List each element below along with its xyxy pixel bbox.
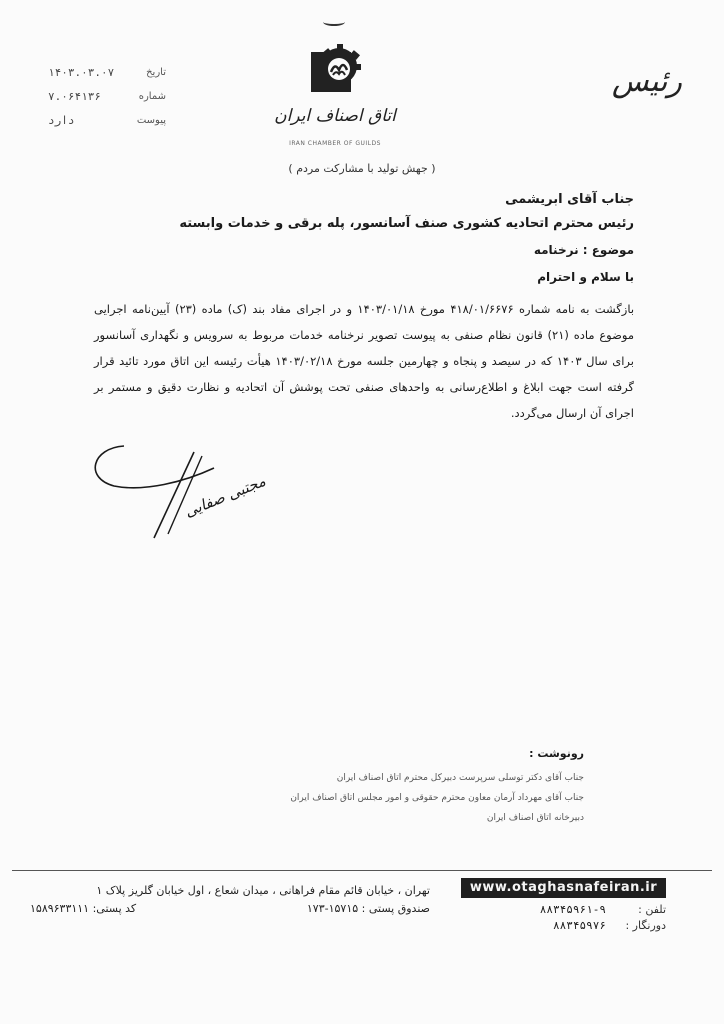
phone-row (446, 902, 666, 918)
meta-attachment (48, 108, 166, 132)
cc-item: دبیرخانه اتاق اصناف ایران (486, 813, 584, 823)
meta-number-label: شماره (138, 90, 166, 102)
postal-code: کد پستی: ۱۵۸۹۶۳۳۱۱۱ (30, 902, 137, 915)
website-link[interactable]: www.otaghasnafeiran.ir (461, 878, 666, 898)
meta-date (48, 60, 166, 84)
meta-attachment-label: پیوست (136, 114, 166, 126)
cc-item: جناب آقای دکتر توسلی سرپرست دبیرکل محترم اتاق اصناف ایران (336, 773, 584, 783)
footer-phones (446, 902, 666, 934)
greeting: با سلام و احترام (537, 270, 634, 284)
cc-item: جناب آقای مهرداد آرمان معاون محترم حقوقی و امور مجلس اتاق اصناف ایران (290, 793, 584, 803)
recipient-title: رئیس محترم اتحادیه کشوری صنف آسانسور، پله برقی و خدمات وابسته (179, 216, 634, 231)
signature-name: مجتبی صفایی (182, 471, 269, 521)
fax-number: ۸۸۳۴۵۹۷۶ (553, 919, 606, 932)
logo-crest-icon (323, 18, 345, 26)
gear-emblem-icon (309, 42, 361, 94)
logo-text-fa: اتاق اصناف ایران (274, 106, 396, 126)
chamber-logo (265, 18, 405, 147)
fax-label: دورنگار : (625, 919, 666, 932)
meta-number-value: ۷.۰۶۴۱۳۶ (48, 89, 101, 103)
address-line: تهران ، خیابان قائم مقام فراهانی ، میدان شعاع ، اول خیابان گلریز پلاک ۱ (96, 884, 430, 897)
meta-attachment-value: دارد (48, 113, 75, 127)
po-box: صندوق پستی : ۱۵۷۱۵-۱۷۳ (306, 902, 430, 915)
signature (84, 438, 274, 548)
cc-list (144, 768, 584, 828)
phone-label: تلفن : (638, 903, 666, 916)
cc-title: رونوشت : (529, 747, 584, 760)
president-title: رئیس (611, 64, 682, 99)
motto: ( جهش تولید با مشارکت مردم ) (288, 162, 436, 175)
address-line-2 (30, 900, 430, 918)
meta-number (48, 84, 166, 108)
phone-number: ۸۸۳۴۵۹۶۱-۹ (539, 903, 606, 916)
fax-row (446, 918, 666, 934)
subject-line: موضوع : نرخنامه (533, 243, 634, 257)
meta-date-value: ۱۴۰۳.۰۳.۰۷ (48, 65, 115, 79)
meta-date-label: تاریخ (146, 66, 166, 78)
footer-divider (12, 870, 712, 871)
letter-meta (48, 60, 166, 132)
footer-address (30, 882, 430, 918)
recipient-name: جناب آقای ابریشمی (505, 192, 634, 207)
letter-body: بازگشت به نامه شماره ۴۱۸/۰۱/۶۶۷۶ مورخ ۱۴۰۳/۰۱/۱۸ و در اجرای مفاد بند (ک) ماده (۲۳) آیین‌نامه اجرایی موضوع ماده (۲۱) قانون نظام صنفی به پیوست تصویر نرخنامه خدمات مربوط به سرویس و نگهداری آسانسور برای سال ۱۴۰۳ که در سیصد و پنجاه و چهارمین جلسه مورخ ۱۴۰۳/۰۲/۱۸ هیأت رئیسه این اتاق مورد تائید قرار گرفته است جهت ابلاغ و اطلاع‌رسانی به واحدهای صنفی تحت پوشش آن اتحادیه و نظارت دقیق و مستمر بر اجرای آن ارسال می‌گردد. (94, 302, 635, 420)
logo-text-en: IRAN CHAMBER OF GUILDS (289, 140, 381, 147)
letter-footer (0, 870, 724, 930)
